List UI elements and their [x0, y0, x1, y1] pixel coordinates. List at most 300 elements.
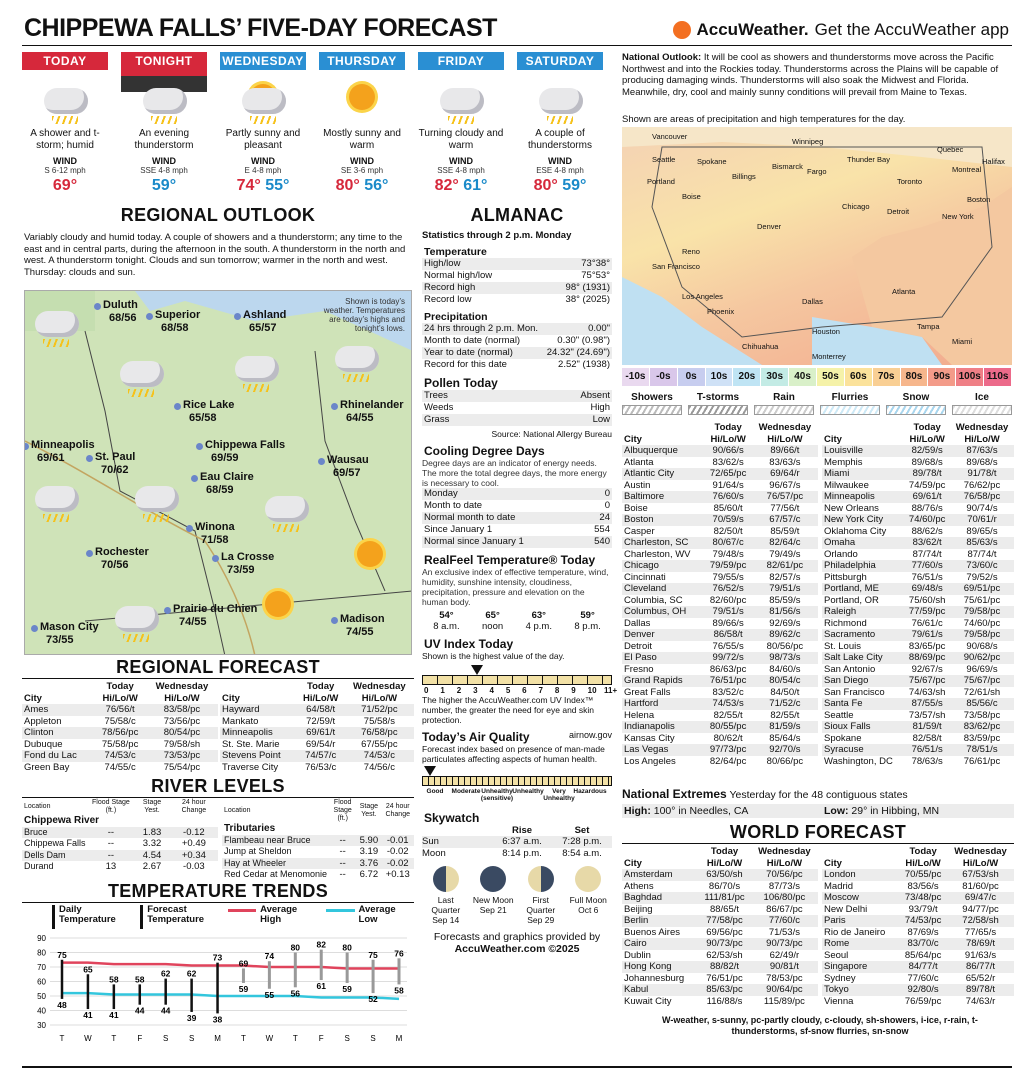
city-name: Fresno — [624, 663, 654, 675]
table-row — [822, 881, 1014, 893]
low-label: 39 — [186, 1012, 197, 1023]
today-forecast: 76/61/c — [911, 617, 943, 629]
col-wednesday: Wednesday — [353, 681, 406, 692]
city-name: Rome — [822, 938, 899, 950]
city-name: Spokane — [824, 732, 862, 744]
city-marker — [86, 550, 93, 557]
table-row — [220, 716, 414, 728]
wednesday-forecast: 78/69/t — [947, 938, 1014, 950]
wednesday-forecast: 73/58/pc — [963, 709, 1001, 721]
city-name: Dallas — [624, 617, 651, 629]
city-name: Boise — [624, 502, 648, 514]
table-row — [622, 996, 818, 1008]
realfeel-time: noon — [482, 621, 504, 632]
city-marker — [31, 625, 38, 632]
day-temps — [121, 177, 207, 195]
pollen-row-label: Weeds — [424, 402, 454, 413]
wednesday-forecast: 81/56/s — [752, 606, 818, 618]
col-hlw: Hi/Lo/W — [164, 692, 200, 704]
col-stage: Stage Yest. — [359, 803, 379, 818]
col-hlw: Hi/Lo/W — [102, 692, 138, 704]
map-city-temp: 70/56 — [101, 559, 129, 571]
today-forecast: 74/53/c — [94, 750, 146, 762]
wednesday-forecast: 89/68/s — [966, 456, 998, 468]
low-temp: 59° — [151, 177, 177, 194]
table-row — [822, 652, 1014, 664]
map-city-name: Ashland — [243, 309, 287, 321]
table-header — [622, 422, 818, 434]
brand-name: AccuWeather. — [696, 20, 809, 39]
day-description: An evening thunderstorm — [134, 128, 194, 151]
city-marker — [146, 313, 153, 320]
today-forecast: 88/69/pc — [904, 652, 950, 664]
temperature-row-label: Normal high/low — [424, 270, 493, 281]
river-location: Durand — [24, 861, 54, 871]
city-name: Rio de Janeiro — [824, 926, 886, 938]
x-tick-label: W — [84, 1034, 92, 1043]
map-city — [183, 399, 234, 425]
national-map-city: Atlanta — [892, 287, 916, 296]
pollen-source: Source: National Allergy Bureau — [491, 429, 612, 439]
pollen-row-label: Trees — [424, 390, 448, 401]
wednesday-forecast: 80/56/pc — [766, 640, 804, 652]
today-forecast: 90/73/pc — [698, 938, 751, 950]
rise-header: Rise — [511, 825, 533, 836]
city-name: Beijing — [624, 903, 653, 915]
table-row — [622, 503, 818, 515]
wednesday-forecast: 82/57/s — [769, 571, 801, 583]
col-city: City — [624, 433, 642, 445]
partly-sunny-icon — [357, 541, 383, 567]
col-today: Today — [909, 846, 937, 857]
footer-rule — [22, 1066, 1012, 1068]
wednesday-forecast: 65/52/r — [965, 972, 996, 984]
city-name: Stevens Point — [220, 750, 297, 762]
precipitation-row-value: 0.00" — [588, 323, 610, 334]
partly-sunny-icon — [228, 74, 298, 126]
table-row — [22, 850, 218, 862]
rise-time: 8:14 p.m. — [502, 848, 542, 859]
today-forecast: 85/63/pc — [698, 984, 751, 996]
cdd-row — [422, 488, 612, 500]
table-row — [622, 537, 818, 549]
temperature-row-value: 38° (2025) — [565, 294, 610, 305]
national-map-city: Winnipeg — [792, 137, 824, 146]
wednesday-forecast: 75/54/pc — [163, 761, 201, 773]
low-label: 48 — [57, 999, 67, 1010]
realfeel-text: An exclusive index of effective temperature, wind, humidity, sunshine intensity, cloudiness, precipitation, pressure and elevation on the human body. — [422, 567, 609, 607]
wednesday-forecast: 73/53/pc — [146, 750, 218, 762]
wednesday-forecast: 77/65/s — [964, 926, 997, 938]
cdd-row-label: Monday — [424, 488, 458, 499]
city-name: Columbus, OH — [622, 606, 704, 618]
national-map-city: Chihuahua — [742, 342, 779, 351]
table-row — [22, 739, 218, 751]
uv-tick-label: 0 — [424, 686, 429, 695]
today-forecast: 76/51/pc — [704, 675, 751, 687]
moon-phase — [471, 866, 515, 925]
precip-legend-item — [952, 392, 1012, 415]
col-hlw: Hi/Lo/W — [361, 692, 398, 704]
city-name: Chicago — [622, 560, 704, 572]
stage-yesterday: 6.72 — [359, 869, 379, 880]
col-city: City — [222, 692, 240, 704]
map-city — [103, 299, 138, 325]
city-marker — [164, 607, 171, 614]
table-row — [822, 618, 1014, 630]
table-row — [622, 687, 818, 699]
today-forecast: 78/56/pc — [94, 727, 146, 739]
air-quality-level: Hazardous — [573, 788, 607, 795]
air-quality-label: Today’s Air Quality — [422, 730, 530, 744]
regional-outlook-text: Variably cloudy and humid today. A couple of showers and a thunderstorm; any time to the east and in central parts, during the afternoon in the south. A thunderstorm in the north and west. A thunderstorm tonight. Clouds and sun tomorrow; warmer in the north and west. Thursday: clouds and sun. — [24, 232, 406, 278]
day-temps — [220, 177, 306, 195]
map-city-name: Superior — [155, 309, 201, 321]
precip-swatch — [886, 405, 946, 415]
city-name: Dubuque — [24, 738, 63, 750]
wednesday-forecast: 85/63/s — [950, 537, 1014, 549]
realfeel-value: 54° — [439, 610, 454, 621]
day-card — [22, 52, 108, 200]
today-forecast: 89/66/s — [712, 617, 744, 629]
precip-legend-item — [688, 392, 748, 415]
realfeel-time: 8 a.m. — [433, 621, 460, 632]
city-name: St. Louis — [824, 640, 861, 652]
wednesday-forecast: 89/62/c — [752, 629, 818, 641]
wednesday-forecast: 75/61/pc — [963, 594, 1001, 606]
extremes-label: National Extremes — [622, 787, 727, 801]
wednesday-forecast: 79/58/pc — [950, 629, 1014, 641]
cdd-row-label: Normal since January 1 — [424, 536, 524, 547]
today-forecast: 83/52/c — [712, 686, 744, 698]
almanac-title: ALMANAC — [470, 205, 564, 225]
map-city — [173, 603, 257, 629]
table-row — [822, 572, 1014, 584]
precip-legend-item — [622, 392, 682, 415]
precipitation-row-label: Month to date (normal) — [424, 335, 521, 346]
today-forecast: 70/55/pc — [899, 869, 947, 881]
partly-sunny-icon — [265, 591, 291, 617]
national-map-city: Seattle — [652, 155, 676, 164]
river-location: Dells Dam — [22, 850, 88, 862]
table-row — [622, 629, 818, 641]
table-row — [622, 480, 818, 492]
wednesday-forecast: 77/56/t — [770, 502, 800, 514]
wednesday-forecast: 89/78/t — [947, 984, 1014, 996]
high-label: 80 — [290, 942, 301, 953]
city-name: Fond du Lac — [22, 750, 94, 762]
map-city-temp: 65/58 — [189, 412, 217, 424]
moon-phase-date: Sep 14 — [432, 915, 460, 925]
col-hlw: Hi/Lo/W — [766, 857, 803, 869]
table-row — [822, 687, 1014, 699]
uv-tick-label: 2 — [456, 686, 462, 695]
air-quality-source: airnow.gov — [568, 730, 612, 740]
city-marker — [186, 525, 193, 532]
national-map-city: Spokane — [697, 157, 727, 166]
table-row — [220, 762, 414, 774]
wednesday-forecast: 87/74/t — [967, 548, 997, 560]
high-label: 58 — [135, 974, 145, 985]
precipitation-row — [422, 335, 612, 347]
wednesday-forecast: 92/70/s — [752, 744, 818, 756]
map-city-temp: 74/55 — [179, 616, 207, 628]
uv-tick-label: 1 — [440, 686, 445, 695]
city-name: London — [822, 869, 899, 881]
table-row — [622, 869, 818, 881]
precip-legend-item — [754, 392, 814, 415]
wednesday-forecast: 73/60/c — [950, 560, 1014, 572]
day-description: Mostly sunny and warm — [323, 128, 401, 151]
today-forecast: 88/76/s — [911, 502, 943, 514]
day-description: A shower and t-storm; humid — [30, 128, 100, 151]
precip-type: Snow — [902, 392, 930, 403]
moon-phase — [566, 866, 610, 925]
table-row — [822, 675, 1014, 687]
legend-forecast: Forecast Temperature — [140, 905, 218, 929]
col-stage: Stage Yest. — [142, 799, 162, 814]
temperature-trends-chart — [22, 930, 414, 1045]
city-name: Minneapolis — [822, 491, 904, 503]
col-city: City — [624, 857, 642, 869]
today-forecast: 86/58/t — [704, 629, 751, 641]
wednesday-forecast: 71/52/c — [752, 698, 818, 710]
table-row — [822, 537, 1014, 549]
wednesday-forecast: 83/59/pc — [963, 732, 1001, 744]
pollen-row — [422, 390, 612, 402]
city-name: Traverse City — [222, 761, 279, 773]
today-forecast: 73/57/sh — [908, 709, 946, 721]
city-name: Cairo — [622, 938, 698, 950]
x-tick-label: M — [395, 1034, 403, 1043]
wednesday-forecast: 79/52/s — [966, 571, 998, 583]
temp-band: -0s — [650, 368, 678, 386]
national-outlook-text: It will be cool as showers and thunderstorms move across the Pacific Northwest and into the Rockies today. Thunderstorms across the Plains will be capable of producing damaging winds. Thunderstorms will also soak the Midwest and Florida. Meanwhile, dry, cool and mainly sunny conditions will prevail from Maine to Texas. — [622, 52, 999, 98]
brand[interactable] — [673, 20, 1010, 40]
table-subheader — [622, 858, 818, 870]
temp-band: 0s — [678, 368, 706, 386]
avg-high-swatch — [228, 909, 256, 912]
wednesday-forecast: 76/58/pc — [950, 491, 1014, 503]
rule — [22, 797, 414, 798]
national-map-city: Detroit — [887, 207, 910, 216]
pollen-row-value: Low — [592, 414, 610, 425]
flood-stage: -- — [329, 835, 356, 847]
moon-phase-date: Oct 6 — [578, 905, 599, 915]
today-forecast: 85/60/t — [713, 502, 743, 514]
credit-line: Forecasts and graphics provided by — [433, 931, 601, 943]
realfeel-item — [574, 610, 600, 632]
high-label: 74 — [264, 951, 275, 962]
skywatch-label: Skywatch — [424, 811, 480, 825]
set-time: 7:28 p.m. — [562, 836, 602, 847]
today-forecast: 82/64/pc — [709, 755, 747, 767]
today-forecast: 69/61/t — [904, 491, 950, 503]
city-name: Minneapolis — [220, 727, 297, 739]
table-row — [220, 704, 414, 716]
low-label: 38 — [212, 1014, 223, 1025]
city-name: Boston — [622, 514, 704, 526]
table-row — [622, 744, 818, 756]
legend-daily: Daily Temperature — [52, 905, 130, 929]
national-map-city: Portland — [647, 177, 675, 186]
col-flood-stage: Flood Stage (ft.) — [92, 799, 130, 814]
today-forecast: 76/51/s — [911, 571, 943, 583]
city-name: Charleston, WV — [624, 548, 691, 560]
table-row — [622, 595, 818, 607]
legend-avg-high: Average High — [260, 904, 298, 925]
today-forecast: 77/59/pc — [904, 606, 950, 618]
low-label: 44 — [160, 1005, 171, 1016]
city-name: Athens — [624, 880, 654, 892]
x-tick-label: S — [370, 1034, 376, 1043]
today-forecast: 76/52/s — [704, 583, 751, 595]
high-label: 62 — [186, 968, 197, 979]
today-forecast: 62/53/sh — [706, 949, 743, 961]
wednesday-forecast: 96/67/s — [769, 479, 801, 491]
city-name: New Orleans — [824, 502, 879, 514]
pollen-row-value: High — [590, 402, 610, 413]
regional-forecast-right — [220, 681, 414, 773]
uv-note: The higher the AccuWeather.com UV Index™ number, the greater the need for eye and skin protection. — [422, 695, 595, 725]
temp-band: 80s — [901, 368, 929, 386]
high-temp: 74° — [236, 177, 261, 194]
table-row — [22, 716, 218, 728]
city-name: Ames — [22, 704, 94, 716]
map-city-temp: 70/62 — [101, 464, 129, 476]
high-label: 75 — [57, 949, 67, 960]
city-marker — [174, 403, 181, 410]
air-quality-level: Unhealthy — [512, 788, 544, 795]
col-hlw: Hi/Lo/W — [710, 433, 746, 445]
temp-band: 100s — [956, 368, 984, 386]
precip-swatch — [820, 405, 880, 415]
col-location: Location — [24, 803, 51, 810]
today-forecast: 72/65/pc — [704, 468, 751, 480]
map-city — [327, 454, 369, 480]
temp-band: 50s — [817, 368, 845, 386]
moon-phase — [424, 866, 468, 925]
table-row — [822, 445, 1014, 457]
map-city — [40, 621, 99, 647]
day-card — [319, 52, 405, 200]
river-location: Red Cedar at Menomonie — [224, 869, 328, 879]
temperature-row-value: 73°38° — [581, 258, 610, 269]
avg-low-swatch — [326, 909, 354, 912]
stage-yesterday: 1.83 — [134, 827, 169, 839]
wednesday-forecast: 76/62/pc — [963, 479, 1001, 491]
table-row — [822, 595, 1014, 607]
today-forecast: 79/48/s — [712, 548, 744, 560]
today-forecast: 74/53/pc — [899, 915, 947, 927]
national-map-city: Monterrey — [812, 352, 846, 361]
extremes-text: Yesterday for the 48 contiguous states — [729, 789, 908, 801]
city-name: Singapore — [822, 961, 899, 973]
pollen-row — [422, 414, 612, 426]
table-row — [822, 710, 1014, 722]
wednesday-forecast: 90/68/s — [966, 640, 998, 652]
wednesday-forecast: 72/58/sh — [947, 915, 1014, 927]
city-name: Kansas City — [624, 732, 675, 744]
temp-band: 60s — [845, 368, 873, 386]
table-row — [822, 549, 1014, 561]
today-forecast: 89/68/s — [911, 456, 943, 468]
table-row — [622, 445, 818, 457]
today-forecast: 79/61/s — [904, 629, 950, 641]
pollen-row — [422, 402, 612, 414]
city-name: Syracuse — [822, 744, 904, 756]
low-temp: 55° — [265, 177, 290, 194]
city-name: Berlin — [622, 915, 698, 927]
storm-cloud-night-icon — [129, 74, 199, 126]
x-tick-label: W — [265, 1034, 274, 1043]
page-title: CHIPPEWA FALLS’ FIVE-DAY FORECAST — [24, 14, 497, 42]
day-temps — [22, 177, 108, 195]
extreme-low: 29° in Hibbing, MN — [851, 805, 940, 817]
table-row — [222, 869, 414, 881]
map-city-temp: 68/58 — [161, 322, 189, 334]
today-forecast: 81/59/t — [904, 721, 950, 733]
map-city — [205, 439, 285, 465]
today-forecast: 99/72/s — [704, 652, 751, 664]
wednesday-forecast: 82/64/c — [752, 537, 818, 549]
precipitation-row — [422, 347, 612, 359]
cloud-icon — [539, 88, 583, 114]
table-row — [622, 491, 818, 503]
table-row — [622, 938, 818, 950]
high-temp: 69° — [52, 177, 78, 194]
map-city-temp: 69/61 — [37, 452, 65, 464]
stage-change: +0.34 — [170, 850, 218, 862]
table-row — [622, 973, 818, 985]
temp-band: 30s — [761, 368, 789, 386]
temp-band: 90s — [928, 368, 956, 386]
table-row — [622, 984, 818, 996]
precip-type: Showers — [631, 392, 673, 403]
map-city-temp: 65/57 — [249, 322, 277, 334]
wednesday-forecast: 76/58/pc — [345, 727, 414, 739]
today-forecast: 80/67/c — [704, 537, 751, 549]
stage-change: -0.12 — [170, 827, 218, 839]
five-day-forecast — [22, 52, 612, 200]
high-label: 58 — [109, 974, 119, 985]
stats-label: Statistics through 2 p.m. Monday — [422, 230, 572, 241]
accuweather-sun-icon — [673, 21, 691, 39]
cdd-row-label: Since January 1 — [424, 524, 493, 535]
today-forecast: 74/57/c — [297, 750, 345, 762]
wednesday-forecast: 62/49/r — [769, 949, 800, 961]
today-forecast: 92/67/s — [911, 663, 943, 675]
wednesday-forecast: 87/63/s — [950, 445, 1014, 457]
wednesday-forecast: 84/60/s — [769, 663, 801, 675]
city-name: Casper — [624, 525, 655, 537]
uv-tick-label: 8 — [554, 686, 560, 695]
col-hlw: Hi/Lo/W — [964, 433, 1000, 445]
city-name: Grand Rapids — [622, 675, 704, 687]
map-city — [95, 546, 149, 572]
new-moon-icon — [480, 866, 506, 892]
realfeel-value: 63° — [531, 610, 546, 621]
table-subheader — [822, 434, 1014, 446]
table-row — [622, 892, 818, 904]
wednesday-forecast: 76/57/pc — [752, 491, 818, 503]
table-row — [822, 514, 1014, 526]
city-name: Denver — [622, 629, 704, 641]
river-header — [22, 799, 218, 815]
high-label: 75 — [368, 949, 378, 960]
flood-stage: -- — [329, 858, 356, 870]
credit-site[interactable]: AccuWeather.com ©2025 — [454, 943, 580, 955]
